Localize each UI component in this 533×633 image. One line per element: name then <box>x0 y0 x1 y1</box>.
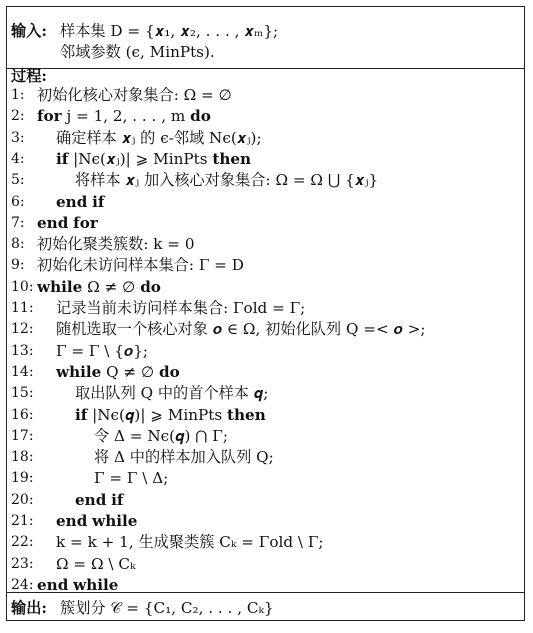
step-number: 1: <box>11 87 25 103</box>
step-number: 14: <box>11 363 34 380</box>
step-text: k = k + 1, 生成聚类簇 Cₖ = Γold \ Γ; <box>56 533 324 552</box>
step-number: 15: <box>11 385 34 402</box>
input-dataset: 样本集 D = {𝒙₁, 𝒙₂, . . . , 𝒙ₘ}; <box>60 22 279 40</box>
step-text: 取出队列 Q 中的首个样本 𝒒; <box>75 384 269 403</box>
step-text: end while <box>37 575 119 594</box>
step-text: 初始化未访问样本集合: Γ = D <box>37 256 244 275</box>
step-text: end if <box>56 192 105 211</box>
step-text: Γ = Γ \ Δ; <box>94 469 169 488</box>
step-number: 4: <box>11 150 25 167</box>
step-number: 3: <box>11 129 25 146</box>
output-label: 输出: <box>11 599 47 617</box>
step-number: 22: <box>11 534 34 551</box>
step-text: 将 Δ 中的样本加入队列 Q; <box>94 448 274 467</box>
step-number: 16: <box>11 406 34 423</box>
step-number: 11: <box>11 300 34 316</box>
step-text: 随机选取一个核心对象 𝒐 ∈ Ω, 初始化队列 Q =< 𝒐 >; <box>56 320 426 339</box>
step-number: 18: <box>11 449 34 466</box>
step-number: 8: <box>11 236 25 253</box>
step-text: for j = 1, 2, . . . , m do <box>37 107 211 126</box>
step-number: 7: <box>11 214 25 231</box>
step-number: 20: <box>11 491 34 508</box>
step-text: 令 Δ = Nϵ(𝒒) ⋂ Γ; <box>94 426 228 445</box>
step-number: 17: <box>11 427 34 444</box>
step-number: 10: <box>11 278 34 295</box>
step-text: end if <box>75 490 124 509</box>
step-number: 6: <box>11 193 25 210</box>
step-text: end for <box>37 213 98 232</box>
step-text: Ω = Ω \ Cₖ <box>56 554 136 573</box>
step-number: 5: <box>11 172 25 189</box>
step-number: 9: <box>11 257 25 274</box>
step-text: 初始化聚类簇数: k = 0 <box>37 235 195 254</box>
step-number: 24: <box>11 576 34 593</box>
step-text: if |Nϵ(𝒙ⱼ)| ⩾ MinPts then <box>56 149 252 168</box>
step-text: Γ = Γ \ {𝒐}; <box>56 341 148 360</box>
step-number: 2: <box>11 108 25 125</box>
step-number: 21: <box>11 513 34 529</box>
step-text: 将样本 𝒙ⱼ 加入核心对象集合: Ω = Ω ⋃ {𝒙ⱼ} <box>75 171 379 190</box>
step-text: if |Nϵ(𝒒)| ⩾ MinPts then <box>75 405 266 424</box>
step-number: 19: <box>11 470 34 487</box>
step-text: while Q ≠ ∅ do <box>56 362 180 381</box>
process-label: 过程: <box>11 67 47 85</box>
step-number: 13: <box>11 342 34 359</box>
step-text: 初始化核心对象集合: Ω = ∅ <box>37 86 232 104</box>
top-rule <box>6 68 525 69</box>
input-label: 输入: <box>11 22 47 40</box>
step-number: 23: <box>11 555 34 572</box>
step-text: 记录当前未访问样本集合: Γold = Γ; <box>56 299 306 317</box>
step-text: end while <box>56 512 138 530</box>
output-text: 簇划分 𝒞 = {C₁, C₂, . . . , Cₖ} <box>60 599 274 617</box>
step-text: 确定样本 𝒙ⱼ 的 ϵ-邻域 Nϵ(𝒙ⱼ); <box>56 128 262 147</box>
step-number: 12: <box>11 321 34 338</box>
step-text: while Ω ≠ ∅ do <box>37 277 161 296</box>
input-params: 邻域参数 (ϵ, MinPts). <box>60 43 215 61</box>
